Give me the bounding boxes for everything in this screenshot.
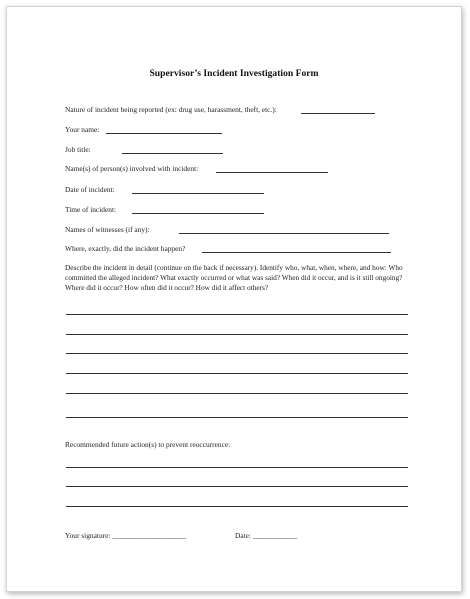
your-name-label: Your name:: [65, 125, 100, 134]
nature-field[interactable]: [301, 113, 375, 114]
recommendation-line[interactable]: [66, 506, 408, 507]
witnesses-field[interactable]: [179, 233, 389, 234]
date-row: [235, 531, 297, 541]
witnesses-label: Names of witnesses (if any):: [65, 225, 150, 234]
date-of-incident-label: Date of incident:: [65, 185, 115, 194]
description-line[interactable]: [66, 417, 408, 418]
job-title-field[interactable]: [122, 153, 223, 154]
description-line[interactable]: [66, 353, 408, 354]
describe-prompt: Describe the incident in detail (continue on the back if necessary). Identify who, what, when, where, and how: Who committed the alleged incident? What exactly occurred or what was said? When did it occur, and is it still ongoing? Where did it occur? How often did it occur? How did it affect others?: [65, 263, 403, 293]
your-name-field[interactable]: [106, 133, 222, 134]
time-of-incident-field[interactable]: [132, 213, 264, 214]
signature-date-field[interactable]: ____________: [252, 531, 298, 540]
signature-label: Your signature:: [65, 531, 111, 540]
form-title: Supervisor’s Incident Investigation Form: [149, 68, 319, 79]
form-page: [6, 6, 462, 592]
description-line[interactable]: [66, 373, 408, 374]
recommendation-line[interactable]: [66, 467, 408, 468]
description-line[interactable]: [66, 314, 408, 315]
signature-date-label: Date:: [235, 531, 252, 540]
nature-label: Nature of incident being reported (ex: drug use, harassment, theft, etc.):: [65, 105, 277, 114]
description-line[interactable]: [66, 334, 408, 335]
date-of-incident-field[interactable]: [132, 193, 264, 194]
recommended-label: Recommended future action(s) to prevent reoccurrence:: [65, 440, 231, 449]
persons-involved-field[interactable]: [216, 172, 328, 173]
where-label: Where, exactly, did the incident happen?: [65, 244, 186, 253]
signature-field[interactable]: ____________________: [112, 531, 187, 540]
recommendation-line[interactable]: [66, 486, 408, 487]
description-line[interactable]: [66, 393, 408, 394]
job-title-label: Job title:: [65, 145, 91, 154]
where-field[interactable]: [202, 252, 391, 253]
time-of-incident-label: Time of incident:: [65, 205, 117, 214]
persons-involved-label: Name(s) of person(s) involved with incident:: [65, 164, 199, 173]
signature-row: [65, 531, 186, 541]
